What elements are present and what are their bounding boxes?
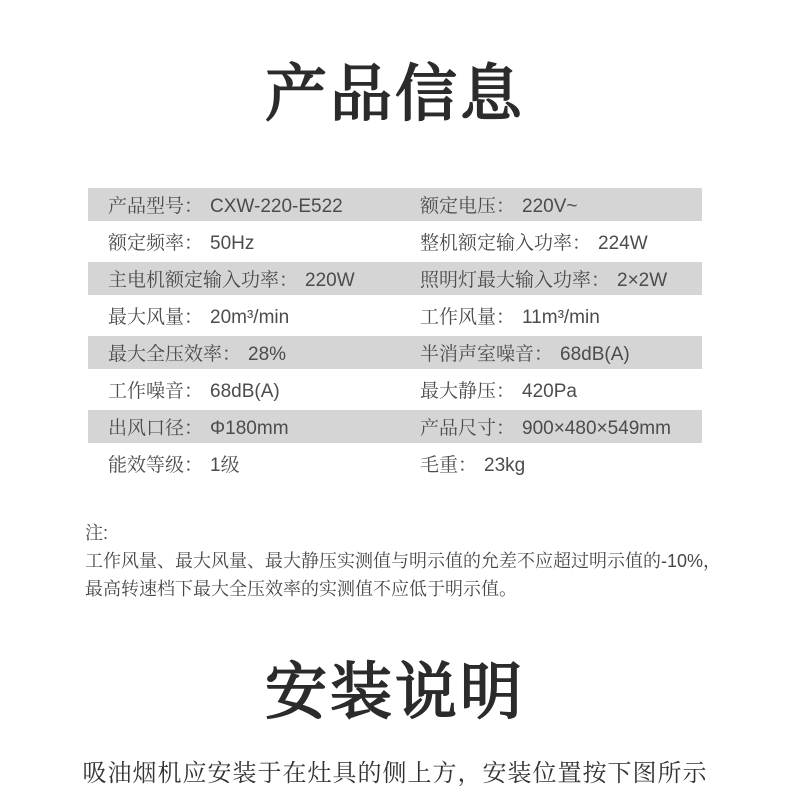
spec-label: 主电机额定输入功率： <box>108 270 299 291</box>
spec-cell <box>88 228 420 255</box>
spec-value: 68dB(A) <box>210 381 280 402</box>
spec-label: 工作噪音： <box>108 381 204 402</box>
spec-value: 11m³/min <box>522 307 600 328</box>
spec-cell <box>88 376 420 403</box>
spec-value: 220W <box>305 270 355 291</box>
spec-value: 23kg <box>484 455 526 476</box>
spec-value: 420Pa <box>522 381 577 402</box>
spec-label: 毛重： <box>420 455 478 476</box>
spec-cell <box>88 413 420 440</box>
spec-cell <box>420 376 702 403</box>
spec-row-motor-lamp <box>88 260 702 297</box>
spec-row-noise-pressure <box>88 371 702 408</box>
install-title: 安装说明 <box>264 658 525 727</box>
spec-value: 220V~ <box>522 196 578 217</box>
spec-cell <box>88 265 420 292</box>
spec-value: 2×2W <box>617 270 668 291</box>
spec-label: 能效等级： <box>108 455 204 476</box>
spec-label: 最大全压效率： <box>108 344 242 365</box>
spec-value: 50Hz <box>210 233 255 254</box>
install-instruction-text: 吸油烟机应安装于在灶具的侧上方，安装位置按下图所示 <box>82 760 708 787</box>
spec-row-frequency-power <box>88 223 702 260</box>
spec-cell <box>88 191 420 218</box>
spec-row-outlet-size <box>88 408 702 445</box>
spec-label: 额定频率： <box>108 233 204 254</box>
note-line-2: 最高转速档下最大全压效率的实测值不应低于明示值。 <box>85 579 517 599</box>
note-heading: 注: <box>85 523 109 543</box>
spec-label: 最大静压： <box>420 381 516 402</box>
spec-value: 1级 <box>210 455 240 476</box>
spec-cell <box>420 228 702 255</box>
spec-value: CXW-220-E522 <box>210 196 343 217</box>
spec-cell <box>88 302 420 329</box>
spec-row-energy-weight <box>88 445 702 482</box>
spec-cell <box>88 339 420 366</box>
spec-cell <box>420 450 702 477</box>
product-info-title: 产品信息 <box>264 60 525 129</box>
spec-cell <box>420 339 702 366</box>
spec-row-model-voltage <box>88 186 702 223</box>
spec-value: 900×480×549mm <box>522 418 671 439</box>
spec-label: 整机额定输入功率： <box>420 233 592 254</box>
spec-label: 工作风量： <box>420 307 516 328</box>
note-line-1: 工作风量、最大风量、最大静压实测值与明示值的允差不应超过明示值的-10%， <box>85 551 722 571</box>
spec-cell <box>420 191 702 218</box>
spec-label: 额定电压： <box>420 196 516 217</box>
spec-label: 产品尺寸： <box>420 418 516 439</box>
spec-label: 产品型号： <box>108 196 204 217</box>
spec-row-efficiency-noise <box>88 334 702 371</box>
spec-table <box>88 186 702 482</box>
spec-value: 224W <box>598 233 648 254</box>
spec-cell <box>420 302 702 329</box>
spec-label: 最大风量： <box>108 307 204 328</box>
spec-label: 出风口径： <box>108 418 204 439</box>
spec-value: 68dB(A) <box>560 344 630 365</box>
note-block <box>85 519 725 603</box>
spec-row-airflow <box>88 297 702 334</box>
spec-value: Φ180mm <box>210 418 289 439</box>
spec-cell <box>420 413 702 440</box>
spec-cell <box>420 265 702 292</box>
spec-cell <box>88 450 420 477</box>
spec-label: 照明灯最大输入功率： <box>420 270 611 291</box>
spec-label: 半消声室噪音： <box>420 344 554 365</box>
spec-value: 28% <box>248 344 287 365</box>
spec-value: 20m³/min <box>210 307 290 328</box>
